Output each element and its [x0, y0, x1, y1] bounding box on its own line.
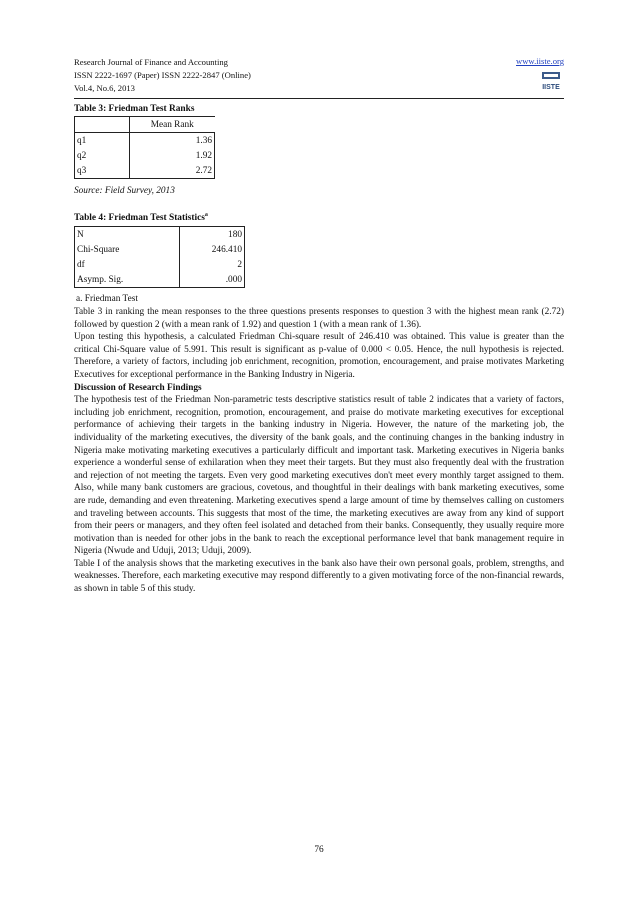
table4-row-label: df	[75, 257, 180, 272]
table3-header-blank	[75, 117, 130, 133]
table4-row-label: N	[75, 227, 180, 243]
paragraph: Upon testing this hypothesis, a calculated Friedman Chi-square result of 246.410 was obtained. This value is greater than the critical Chi-Square value of 5.991. This result is significant as p-value of 0.000 < 0.05. Hence, the null hypothesis is rejected. Therefore, a variety of factors, including job enrichment, recognition, promotion, encouragement, and praise motivates Marketing Executives for exceptional performance in the Banking Industry in Nigeria.	[74, 332, 564, 380]
table3-friedman-ranks	[74, 116, 215, 179]
journal-name: Research Journal of Finance and Accounting	[74, 57, 228, 67]
paragraph: Table 3 in ranking the mean responses to the three questions presents responses to question 3 with the highest mean rank (2.72) followed by question 2 (with a mean rank of 1.92) and question 1 (with a mean rank of 1.36).	[74, 307, 564, 330]
table-row	[75, 227, 245, 243]
body-text	[74, 306, 564, 596]
section-heading: Discussion of Research Findings	[74, 382, 202, 393]
table3-source: Source: Field Survey, 2013	[74, 186, 175, 196]
header-rule	[74, 98, 564, 99]
table-row	[75, 163, 215, 179]
journal-issn: ISSN 2222-1697 (Paper) ISSN 2222-2847 (Online)	[74, 69, 251, 80]
iiste-logo	[540, 70, 562, 92]
table4-caption-footnote-mark: a	[204, 212, 208, 218]
journal-website-link[interactable]: www.iiste.org	[516, 56, 564, 66]
table3-row-value: 1.92	[130, 148, 215, 163]
table4-row-value: .000	[180, 272, 245, 288]
table3-row-label: q3	[75, 163, 130, 179]
table3-row-label: q1	[75, 133, 130, 149]
table4-row-value: 180	[180, 227, 245, 243]
table4-footnote: a. Friedman Test	[76, 294, 138, 304]
table-row	[75, 257, 245, 272]
table4-row-label: Asymp. Sig.	[75, 272, 180, 288]
table-row	[75, 242, 245, 257]
journal-volume: Vol.4, No.6, 2013	[74, 82, 135, 93]
table3-row-value: 1.36	[130, 133, 215, 149]
journal-header	[74, 56, 251, 94]
table4-caption	[74, 212, 208, 223]
table-row	[75, 148, 215, 163]
table-row	[75, 133, 215, 149]
table3-row-label: q2	[75, 148, 130, 163]
table4-row-label: Chi-Square	[75, 242, 180, 257]
table3-row-value: 2.72	[130, 163, 215, 179]
table3-column-header: Mean Rank	[130, 117, 215, 133]
paragraph: Table I of the analysis shows that the marketing executives in the bank also have their own personal goals, problem, strengths, and weaknesses. Therefore, each marketing executive may respond differently to a given motivating force of the non-financial rewards, as shown in table 5 of this study.	[74, 558, 564, 595]
paper-page	[74, 0, 564, 903]
table4-caption-text: Table 4: Friedman Test Statistics	[74, 213, 205, 224]
table4-row-value: 246.410	[180, 242, 245, 257]
page-number: 76	[314, 845, 324, 855]
table4-row-value: 2	[180, 257, 245, 272]
table4-friedman-statistics	[74, 226, 245, 288]
logo-text: IISTE	[542, 84, 560, 91]
paragraph: The hypothesis test of the Friedman Non-parametric tests descriptive statistics result of table 2 indicates that a variety of factors, including job enrichment, recognition, promotion, encouragement, and praise do motivate marketing executives for exceptional performance of achieving their targets in the banking industry in Nigeria. However, the nature of the marketing job, the individuality of the marketing executives, the diversity of the bank goals, and the continuing changes in the banking industry in Nigeria make motivating marketing executives a particularly difficult and important task. Marketing executives in Nigeria banks experience a wonderful sense of exhilaration when they meet their targets. But they must also frequently deal with the frustration and rejection of not meeting the targets. Even very good marketing executives don't meet every monthly target assigned to them. Also, while many bank customers are gracious, covetous, and thoughtful in their dealings with bank marketing executives, some are rude, demanding and even threatening. Marketing executives spend a large amount of time by themselves calling on customers and traveling between accounts. This suggests that most of the time, the marketing executives are away from any kind of support from their peers or managers, and they often feel isolated and detached from their banks. Consequently, they usually require more motivation than is needed for other jobs in the bank to reach the exceptional performance level that bank management require in Nigeria (Nwude and Uduji, 2013; Uduji, 2009).	[74, 395, 564, 557]
table3-caption: Table 3: Friedman Test Ranks	[74, 104, 195, 114]
table-row	[75, 272, 245, 288]
table3-header-row	[75, 117, 215, 133]
